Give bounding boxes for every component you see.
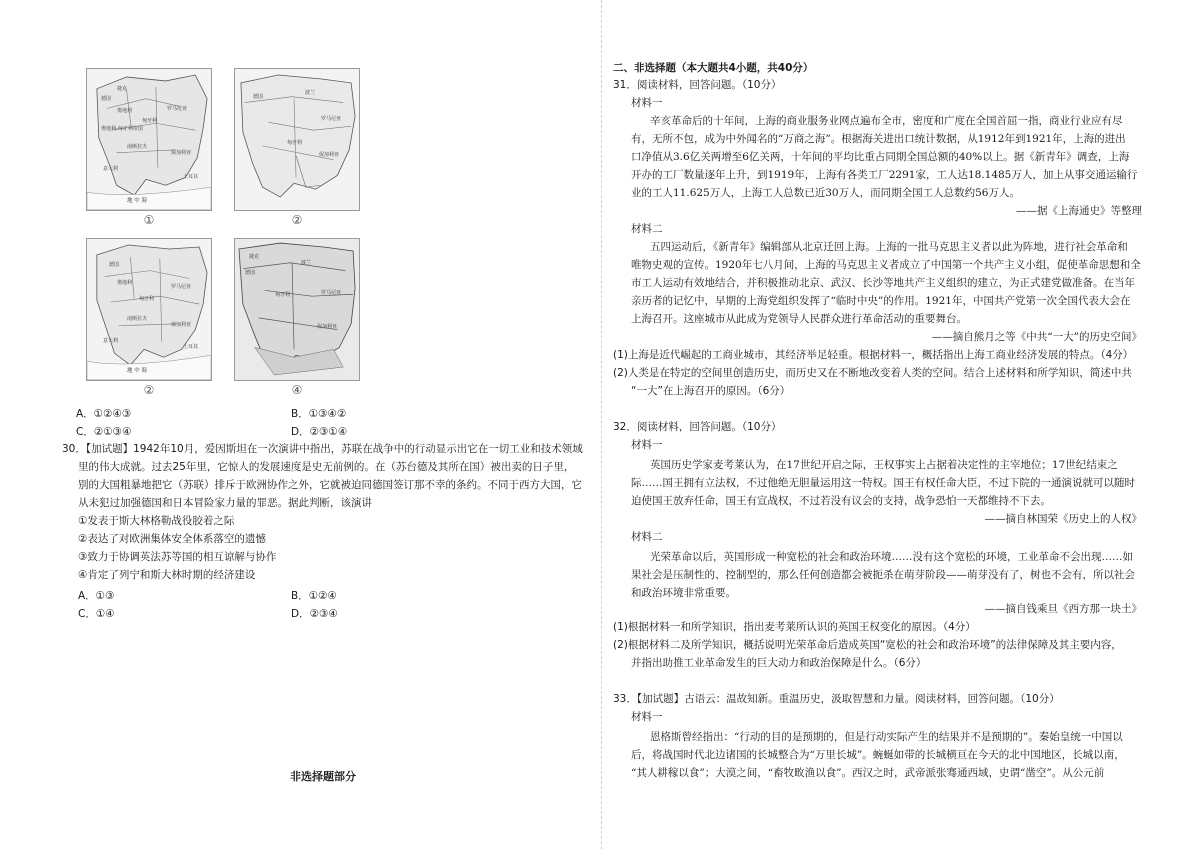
q30-option-a: A．①③: [78, 590, 115, 602]
map-number-4: ④: [291, 383, 303, 397]
q32-m2-source: ——摘自钱乘旦《西方那一块土》: [984, 603, 1142, 615]
map-label: 德国: [109, 262, 120, 268]
map-label: 匈牙利: [142, 118, 158, 124]
q31-question-2-cont: “一大”在上海召开的原因。（6分）: [631, 385, 791, 397]
map-label: 罗马尼亚: [321, 116, 342, 122]
q31-m2-line: 市工人运动有效地结合，并积极推动北京、武汉、长沙等地共产主义组织的建立，为正式建党做准备。在当年: [631, 277, 1135, 289]
q32-m1-line: 英国历史学家麦考莱认为，在17世纪开启之际，王权事实上占据着决定性的主宰地位；17世纪结束之: [650, 459, 1118, 471]
q31-m1-line: 业的工人11.625万人，上海工人总数已近30万人，而同期全国工人总数约56万人。: [631, 187, 1020, 199]
q29-option-b: B．①③④②: [291, 408, 347, 420]
map-label: 罗马尼亚: [171, 284, 192, 290]
q33-m1-line: 恩格斯曾经指出：“行动的目的是预期的，但是行动实际产生的结果并不是预期的”。秦始皇统一中国以: [650, 731, 1123, 743]
map-label: 匈牙利: [287, 140, 303, 146]
map-label: 匈牙利: [139, 296, 155, 302]
map-figure: [86, 68, 368, 398]
map-label: 罗马尼亚: [167, 106, 188, 112]
q30-line-4: 从未犯过加强德国和日本冒险家力量的罪恶。据此判断，该演讲: [78, 497, 372, 509]
q31-m2-line: 上海召开。这座城市从此成为党领导人民群众进行革命活动的重要舞台。: [631, 313, 967, 325]
map-label: 南斯拉夫: [127, 316, 148, 322]
map-outline-1: [87, 69, 211, 210]
q31-m2-line: 五四运动后，《新青年》编辑部从北京迁回上海。上海的一批马克思主义者以此为阵地，进行社会革命和: [650, 241, 1128, 253]
q31-question-1: (1)上海是近代崛起的工商业城市，其经济举足轻重。根据材料一，概括指出上海工商业经济发展的特点。（4分）: [613, 349, 1134, 361]
map-label: 保加利亚: [171, 322, 192, 328]
q31-m1-line: 辛亥革命后的十年间，上海的商业服务业网点遍布全市，密度和广度在全国首屈一指，商业行业应有尽: [650, 115, 1123, 127]
q30-item-2: ②表达了对欧洲集体安全体系落空的遗憾: [78, 533, 266, 545]
q30-item-3: ③致力于协调英法苏等国的相互谅解与协作: [78, 551, 277, 563]
q32-material-2-label: 材料二: [631, 531, 663, 543]
q29-option-d: D．②③①④: [291, 426, 348, 438]
map-label: 奥地利: [117, 108, 133, 114]
map-outline-4: [235, 239, 359, 380]
map-label: 捷克: [117, 86, 128, 92]
map-label: 德国: [245, 270, 256, 276]
part-title-non-choice: 非选择题部分: [290, 770, 356, 783]
q29-option-c: C．②①③④: [76, 426, 132, 438]
map-label: 南斯拉夫: [127, 144, 148, 150]
map-panel-1: [86, 68, 212, 211]
column-divider: [601, 0, 602, 849]
q31-m2-line: 亲历者的记忆中，早期的上海党组织发挥了“临时中央”的作用。1921年，中国共产党第一次全国代表大会在: [631, 295, 1131, 307]
sea-label: 地 中 海: [127, 368, 147, 374]
map-panel-4: [234, 238, 360, 381]
q30-option-d: D．②③④: [291, 608, 338, 620]
map-outline-3: [87, 239, 211, 380]
map-label: 奥地利-匈牙利帝国: [101, 126, 143, 132]
map-label: 奥地利: [117, 280, 133, 286]
q33-material-1-label: 材料一: [631, 711, 663, 723]
q32-question-2: (2)根据材料二及所学知识，概括说明光荣革命后造成英国“宽松的社会和政治环境”的法律保障及其主要内容，: [613, 639, 1122, 651]
map-number-3: ②: [143, 383, 155, 397]
map-panel-2: [234, 68, 360, 211]
q31-head: 31．阅读材料，回答问题。（10分）: [613, 79, 782, 91]
sea-label: 地 中 海: [127, 198, 147, 204]
map-label: 土耳其: [183, 174, 199, 180]
q29-option-a: A．①②④③: [76, 408, 132, 420]
q31-m1-line: 有，无所不包，成为中外闻名的“万商之海”。根据海关进出口统计数据，从1912年到1921年，上海的进出: [631, 133, 1126, 145]
q32-material-1-label: 材料一: [631, 439, 663, 451]
q33-head: 33．【加试题】古语云：温故知新。重温历史，汲取智慧和力量。阅读材料，回答问题。（10分）: [613, 693, 1060, 705]
q31-m2-line: 唯物史观的宣传。1920年七八月间，上海的马克思主义者成立了中国第一个共产主义小组，促使革命思想和全: [631, 259, 1141, 271]
q32-head: 32．阅读材料，回答问题。（10分）: [613, 421, 782, 433]
map-label: 匈牙利: [275, 292, 291, 298]
map-label: 罗马尼亚: [321, 290, 342, 296]
map-label: 德国: [253, 94, 264, 100]
q31-m1-source: ——据《上海通史》等整理: [1016, 205, 1142, 217]
q30-option-b: B．①②④: [291, 590, 337, 602]
map-number-1: ①: [143, 213, 155, 227]
q32-m2-line: 果社会是压制性的、控制型的，那么任何创造都会被扼杀在萌芽阶段——萌芽没有了，树也不会有，所以社会: [631, 569, 1135, 581]
q32-question-1: (1)根据材料一和所学知识，指出麦考莱所认识的英国王权变化的原因。（4分）: [613, 621, 976, 633]
map-label: 保加利亚: [171, 150, 192, 156]
map-panel-3: [86, 238, 212, 381]
q30-item-4: ④肯定了列宁和斯大林时期的经济建设: [78, 569, 256, 581]
q33-m1-line: “其人耕稼以食”；大漠之间，“畜牧畋渔以食”。西汉之时，武帝派张骞通西域，史谓“凿空”。从公元前: [631, 767, 1105, 779]
q31-m1-line: 口净值从3.6亿关两增至6亿关两，十年间的平均比重占同期全国总额的40%以上。据《新青年》调查，上海: [631, 151, 1130, 163]
q32-m1-line: 际……国王拥有立法权，不过他绝无胆量运用这一特权。国王有权任命大臣，不过下院的一通演说就可以随时: [631, 477, 1135, 489]
map-label: 意大利: [103, 166, 119, 172]
q32-m1-line: 迫使国王放弃任命，国王有宣战权，不过若没有议会的支持，战争恐怕一天都维持不下去。: [631, 495, 1051, 507]
map-label: 捷克: [249, 254, 260, 260]
q30-item-1: ①发表于斯大林格勒战役胶着之际: [78, 515, 235, 527]
q30-line-3: 别的大国粗暴地把它（苏联）排斥于欧洲协作之外，它就被迫同德国签订那不幸的条约。不同于西方大国，它: [78, 479, 582, 491]
map-number-2: ②: [291, 213, 303, 227]
map-label: 土耳其: [183, 344, 199, 350]
q32-m2-line: 光荣革命以后，英国形成一种宽松的社会和政治环境……没有这个宽松的环境，工业革命不会出现……如: [650, 551, 1133, 563]
q31-material-1-label: 材料一: [631, 97, 663, 109]
q32-m1-source: ——摘自林国荣《历史上的人权》: [984, 513, 1142, 525]
q31-material-2-label: 材料二: [631, 223, 663, 235]
map-label: 波兰: [305, 90, 316, 96]
q30-line-1: 30．【加试题】1942年10月，爱因斯坦在一次演讲中指出，苏联在战争中的行动显示出它在一切工业和技术领域: [62, 443, 583, 455]
q32-question-2-cont: 并指出助推工业革命发生的巨大动力和政治保障是什么。（6分）: [631, 657, 927, 669]
q31-question-2: (2)人类是在特定的空间里创造历史，而历史又在不断地改变着人类的空间。结合上述材料和所学知识，简述中共: [613, 367, 1132, 379]
map-label: 意大利: [103, 338, 119, 344]
q31-m2-source: ——摘自熊月之等《中共“一大”的历史空间》: [931, 331, 1142, 343]
q33-m1-line: 后，将战国时代北边诸国的长城整合为“万里长城”。蜿蜒如带的长城横亘在今天的北中国地区，长城以南，: [631, 749, 1125, 761]
q30-option-c: C．①④: [78, 608, 115, 620]
map-label: 德国: [101, 96, 112, 102]
q32-m2-line: 和政治环境非常重要。: [631, 587, 736, 599]
q30-line-2: 里的伟大成就。过去25年里，它惊人的发展速度是史无前例的。在（苏台德及其所在国）被出卖的日子里，: [78, 461, 575, 473]
map-label: 波兰: [301, 260, 312, 266]
section-title: 二、非选择题（本大题共4小题，共40分）: [613, 62, 814, 74]
q31-m1-line: 开办的工厂数量逐年上升，到1919年，上海有各类工厂2291家，工人达18.1485万人，加上从事交通运输行: [631, 169, 1138, 181]
map-label: 保加利亚: [319, 152, 340, 158]
map-label: 保加利亚: [317, 324, 338, 330]
